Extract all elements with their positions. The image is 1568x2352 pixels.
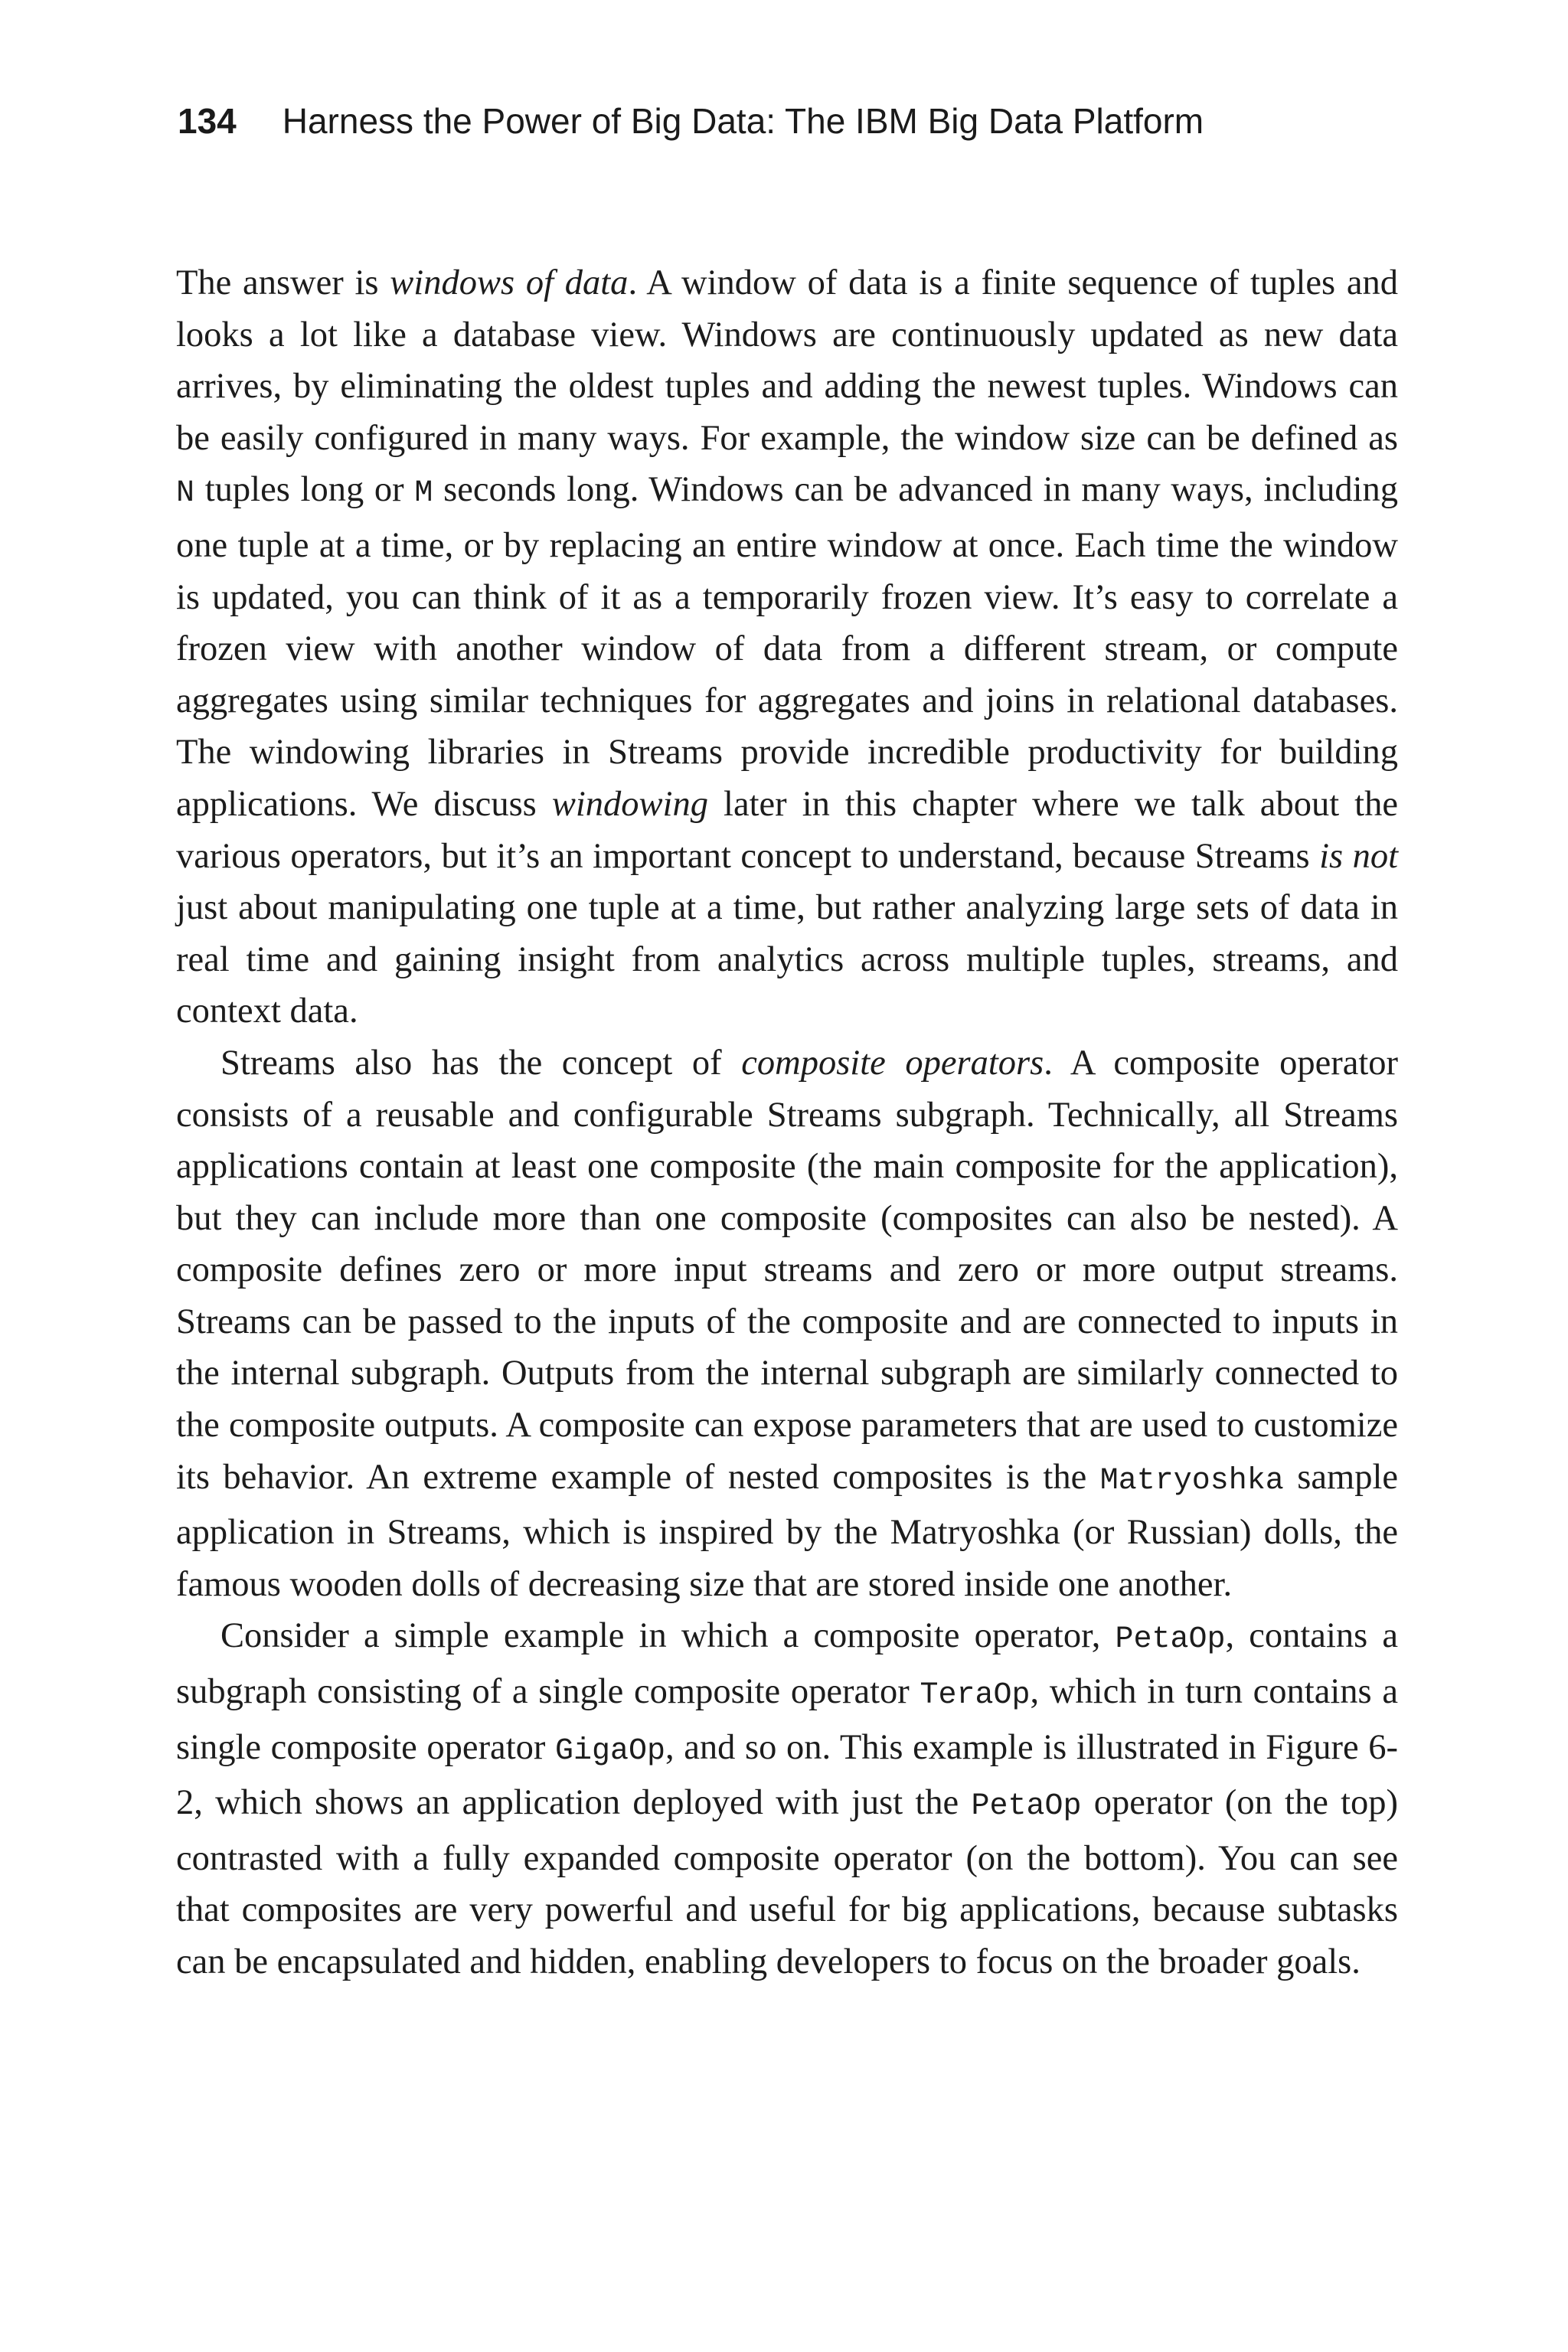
paragraph-example [176,1610,1398,1988]
code-term: PetaOp [971,1789,1082,1824]
code-term: N [176,476,195,511]
text-run: The answer is [176,263,390,302]
code-term: Matryoshka [1099,1463,1284,1498]
text-run: , and so on. This example is illustrated in Figure 6-2, which shows an application deployed with just the [176,1727,1398,1823]
text-run: Streams also has the concept of [220,1043,742,1083]
text-run: tuples long or [194,470,415,510]
text-run: sample application in Streams, which is inspired by the Matryoshka (or Russian) dolls, the famous wooden dolls of decreasing size that are stored inside one another. [176,1457,1399,1604]
text-run: seconds long. Windows can be advanced in many ways, including one tuple at a time, or by replacing an entire window at once. Each time the window is updated, you can think of it as a temporarily frozen view. It’s easy to correlate a frozen view with another window of data from a different stream, or compute aggregates using similar techniques for aggregates and joins in relational databases. The windowing libraries in Streams provide incredible productivity for building applications. We discuss [176,470,1398,824]
italic-term: composite operators [741,1043,1044,1083]
paragraph-composite-operators [176,1037,1398,1611]
text-run: later in this chapter where we talk about the various operators, but it’s an important concept to understand, because Streams [176,784,1398,876]
code-term: PetaOp [1115,1622,1226,1658]
italic-term: windowing [551,784,708,824]
text-run: operator (on the top) contrasted with a fully expanded composite operator (on the bottom). You can see that composites are very powerful and useful for big applications, because subtasks can be encapsulated and hidden, enabling developers to focus on the broader goals. [176,1783,1398,1981]
code-term: GigaOp [554,1733,665,1769]
page-number: 134 [178,101,237,141]
code-term: TeraOp [920,1678,1031,1713]
italic-term: windows of data [390,263,629,302]
body-text [176,257,1398,1988]
running-head [178,98,1204,144]
book-title: Harness the Power of Big Data: The IBM Big Data Platform [282,101,1204,141]
text-run: , contains a subgraph consisting of a single composite operator [176,1616,1398,1712]
code-term: M [414,476,433,511]
text-run: just about manipulating one tuple at a time, but rather analyzing large sets of data in real time and gaining insight from analytics across multiple tuples, streams, and context data. [176,888,1398,1031]
text-run: , which in turn contains a single composite operator [176,1672,1398,1767]
text-run: Consider a simple example in which a composite operator, [220,1616,1116,1656]
text-run: . A window of data is a finite sequence of tuples and looks a lot like a database view. Windows are continuously updated as new data arrives, by eliminating the oldest tuples and adding the newest tuples. Windows can be easily configured in many ways. For example, the window size can be defined as [176,263,1398,458]
italic-term: is not [1319,836,1399,876]
text-run: . A composite operator consists of a reusable and configurable Streams subgraph. Technically, all Streams applications contain at least one composite (the main composite for the application), but they can include more than one composite (composites can also be nested). A composite defines zero or more input streams and zero or more output streams. Streams can be passed to the inputs of the composite and are connected to inputs in the internal subgraph. Outputs from the internal subgraph are similarly connected to the composite outputs. A composite can expose parameters that are used to customize its behavior. An extreme example of nested composites is the [176,1043,1399,1497]
paragraph-windows [176,257,1398,1037]
